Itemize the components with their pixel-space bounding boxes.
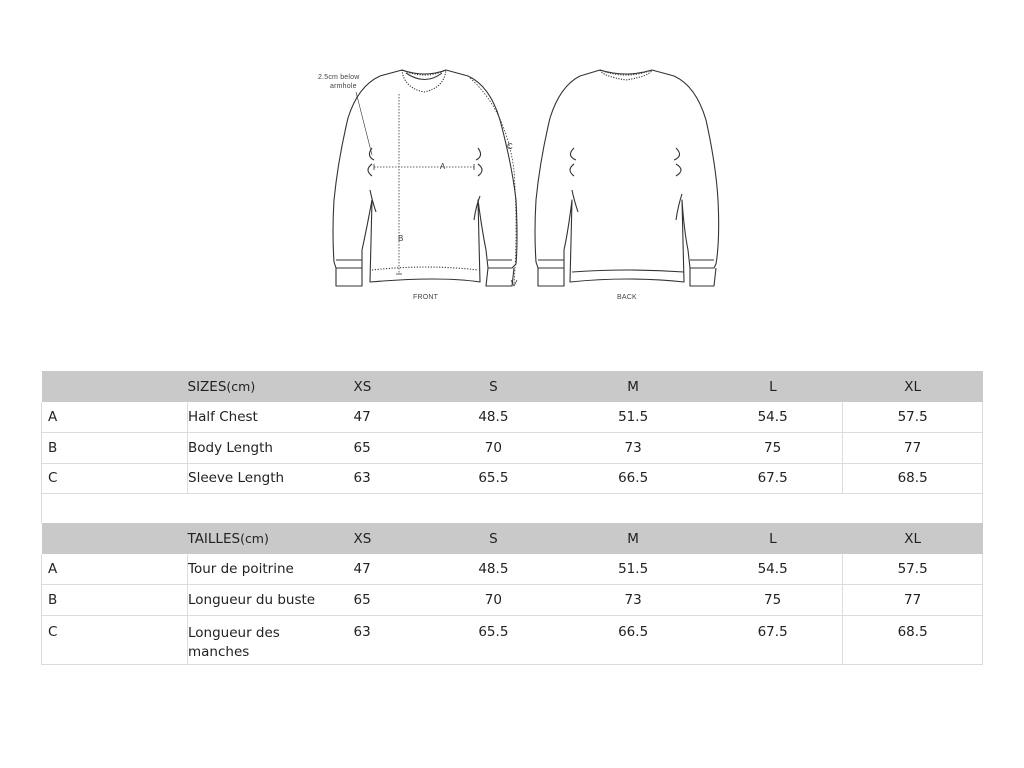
row-key: C — [42, 463, 188, 494]
size-m-header: M — [627, 530, 639, 547]
cell-l: 54.5 — [703, 402, 843, 433]
front-caption: FRONT — [413, 294, 439, 301]
cell-xl: 77 — [843, 585, 983, 616]
row-key: B — [42, 585, 188, 616]
size-xl-header: XL — [904, 530, 922, 547]
row-key: A — [42, 402, 188, 433]
row-key: B — [42, 433, 188, 464]
cell-xs: 63 — [348, 615, 424, 664]
cell-m: 73 — [563, 585, 703, 616]
back-caption: BACK — [617, 294, 637, 301]
row-label: Body Length — [188, 433, 348, 464]
dimension-c-label: C — [507, 142, 513, 151]
size-table-english — [41, 371, 983, 494]
cell-xs: 47 — [348, 402, 424, 433]
cell-xl: 57.5 — [843, 554, 983, 585]
row-label: Sleeve Length — [188, 463, 348, 494]
size-l-header: L — [769, 378, 777, 395]
cell-l: 67.5 — [703, 615, 843, 664]
size-s-header: S — [489, 378, 498, 395]
row-label: Half Chest — [188, 402, 348, 433]
cell-s: 48.5 — [424, 554, 564, 585]
size-m-header: M — [627, 378, 639, 395]
cell-xs: 65 — [348, 585, 424, 616]
table-row — [42, 463, 983, 494]
size-l-header: L — [769, 530, 777, 547]
table-row — [42, 402, 983, 433]
cell-s: 65.5 — [424, 615, 564, 664]
dimension-b-label: B — [398, 234, 404, 243]
measurement-note-line1: 2.5cm below — [318, 74, 360, 81]
cell-s: 70 — [424, 433, 564, 464]
table-row — [42, 554, 983, 585]
cell-xs: 47 — [348, 554, 424, 585]
size-table-french — [41, 523, 983, 665]
size-xl-header: XL — [904, 378, 922, 395]
cell-xl: 68.5 — [843, 463, 983, 494]
cell-l: 75 — [703, 585, 843, 616]
table-row — [42, 585, 983, 616]
tailles-header: TAILLES(cm) — [187, 530, 269, 547]
size-xs-header: XS — [353, 530, 372, 547]
cell-s: 48.5 — [424, 402, 564, 433]
cell-xl: 77 — [843, 433, 983, 464]
table-row — [42, 433, 983, 464]
cell-xs: 65 — [348, 433, 424, 464]
table-header-row — [42, 371, 983, 402]
cell-m: 51.5 — [563, 402, 703, 433]
size-xs-header: XS — [353, 378, 372, 395]
cell-l: 75 — [703, 433, 843, 464]
row-label: Longueur du buste — [188, 585, 348, 616]
back-sweatshirt-outline — [535, 70, 719, 286]
table-row — [42, 615, 983, 664]
cell-s: 65.5 — [424, 463, 564, 494]
garment-illustration — [0, 0, 1024, 320]
row-key: A — [42, 554, 188, 585]
row-label: Tour de poitrine — [188, 554, 348, 585]
size-s-header: S — [489, 530, 498, 547]
front-sweatshirt-outline — [333, 70, 517, 286]
sweatshirt-drawing — [0, 0, 1024, 320]
table-gap — [41, 493, 983, 523]
cell-xs: 63 — [348, 463, 424, 494]
cell-m: 66.5 — [563, 615, 703, 664]
row-label: Longueur des manches — [188, 615, 348, 664]
cell-m: 73 — [563, 433, 703, 464]
row-key: C — [42, 615, 188, 664]
dimension-a-label: A — [440, 162, 446, 171]
cell-l: 67.5 — [703, 463, 843, 494]
cell-s: 70 — [424, 585, 564, 616]
measurement-note-line2: armhole — [330, 83, 357, 90]
cell-xl: 57.5 — [843, 402, 983, 433]
cell-l: 54.5 — [703, 554, 843, 585]
cell-m: 51.5 — [563, 554, 703, 585]
cell-m: 66.5 — [563, 463, 703, 494]
table-header-row — [42, 523, 983, 554]
cell-xl: 68.5 — [843, 615, 983, 664]
sizes-header: SIZES(cm) — [187, 378, 256, 395]
